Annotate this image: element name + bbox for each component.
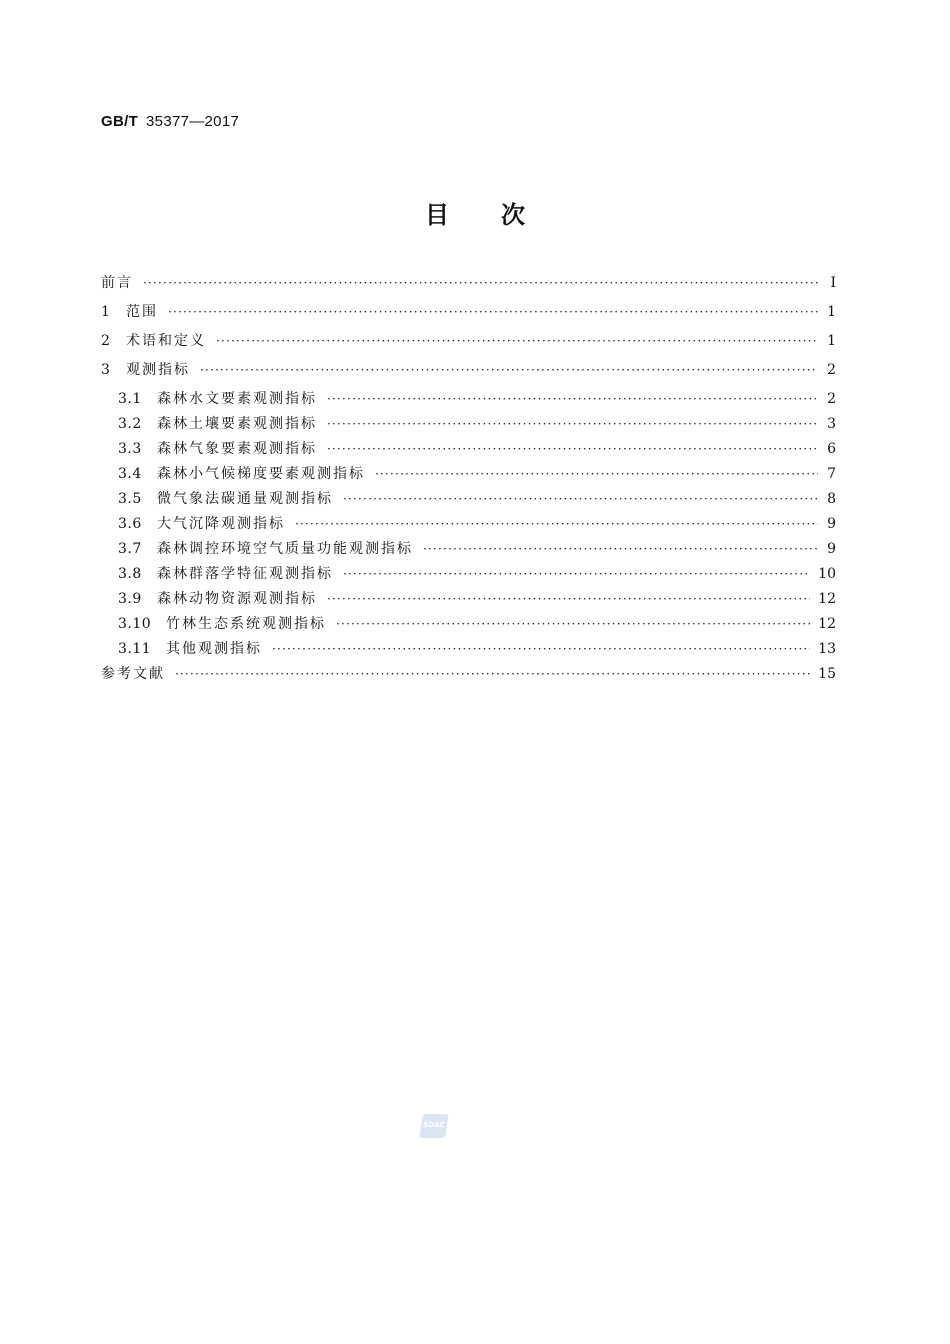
toc-dot-leader [272, 642, 810, 656]
toc-entry-label: 森林调控环境空气质量功能观测指标 [157, 541, 413, 557]
toc-entry-page: 15 [818, 666, 836, 682]
toc-entry[interactable] [101, 438, 836, 463]
toc-entry-number: 3.2 [118, 416, 142, 432]
toc-entry-label: 森林水文要素观测指标 [157, 391, 317, 407]
toc-entry[interactable] [101, 463, 836, 488]
toc-entry-number: 3.1 [118, 391, 142, 407]
toc-entry-number: 3.5 [118, 491, 142, 507]
toc-entry[interactable] [101, 301, 836, 330]
toc-entry[interactable] [101, 513, 836, 538]
toc-entry[interactable] [101, 359, 836, 388]
toc-entry-label: 森林群落学特征观测指标 [157, 566, 333, 582]
toc-entry-page: 8 [827, 491, 836, 507]
toc-entry-label: 参考文献 [101, 666, 165, 682]
toc-dot-leader [327, 417, 818, 431]
toc-dot-leader [175, 667, 810, 681]
toc-entry[interactable] [101, 613, 836, 638]
toc-dot-leader [216, 334, 818, 348]
toc-entry-page: 13 [818, 641, 836, 657]
toc-entry[interactable] [101, 488, 836, 513]
toc-entry-page: 9 [827, 541, 836, 557]
toc-dot-leader [336, 617, 810, 631]
toc-entry-label: 其他观测指标 [166, 641, 262, 657]
toc-entry[interactable] [101, 413, 836, 438]
toc-entry-label: 术语和定义 [126, 333, 206, 349]
toc-entry-page: 7 [827, 466, 836, 482]
sdac-watermark-logo: SDAC [419, 1114, 448, 1138]
toc-dot-leader [327, 592, 810, 606]
toc-entry[interactable] [101, 272, 836, 301]
toc-entry-page: 12 [818, 616, 836, 632]
toc-dot-leader [375, 467, 818, 481]
toc-entry-number: 3.3 [118, 441, 142, 457]
toc-entry-number: 3 [101, 362, 110, 378]
toc-entry[interactable] [101, 538, 836, 563]
toc-entry[interactable] [101, 330, 836, 359]
toc-entry[interactable] [101, 388, 836, 413]
standard-code [101, 113, 239, 130]
toc-entry-number: 3.8 [118, 566, 142, 582]
toc-entry-label: 森林小气候梯度要素观测指标 [157, 466, 365, 482]
toc-entry-label: 微气象法碳通量观测指标 [157, 491, 333, 507]
toc-entry-page: Ⅰ [830, 275, 836, 291]
toc-entry-page: 1 [827, 333, 836, 349]
toc-dot-leader [143, 276, 818, 290]
toc-entry-label: 竹林生态系统观测指标 [166, 616, 326, 632]
toc-entry-page: 12 [818, 591, 836, 607]
toc-entry-number: 3.6 [118, 516, 142, 532]
table-of-contents [101, 272, 836, 692]
toc-entry-label: 森林土壤要素观测指标 [157, 416, 317, 432]
toc-entry-page: 1 [827, 304, 836, 320]
toc-entry-number: 3.10 [118, 616, 152, 632]
toc-entry-label: 大气沉降观测指标 [157, 516, 285, 532]
toc-entry[interactable] [101, 563, 836, 588]
toc-entry-label: 范围 [126, 304, 158, 320]
toc-entry-label: 前言 [101, 275, 133, 291]
standard-number: 35377—2017 [146, 113, 240, 130]
toc-entry-number: 3.9 [118, 591, 142, 607]
toc-entry-number: 2 [101, 333, 110, 349]
standard-prefix: GB/T [101, 113, 139, 130]
toc-entry[interactable] [101, 638, 836, 663]
toc-entry-label: 森林气象要素观测指标 [157, 441, 317, 457]
toc-dot-leader [295, 517, 818, 531]
toc-entry[interactable] [101, 588, 836, 613]
toc-entry-page: 9 [827, 516, 836, 532]
toc-entry-page: 2 [827, 391, 836, 407]
toc-dot-leader [327, 442, 818, 456]
toc-dot-leader [327, 392, 818, 406]
page-title: 目次 [425, 201, 577, 229]
toc-dot-leader [343, 492, 818, 506]
toc-entry-number: 3.7 [118, 541, 142, 557]
toc-entry-number: 3.4 [118, 466, 142, 482]
toc-entry-label: 观测指标 [126, 362, 190, 378]
toc-entry[interactable] [101, 663, 836, 692]
toc-entry-number: 3.11 [118, 641, 152, 657]
toc-entry-page: 2 [827, 362, 836, 378]
toc-dot-leader [343, 567, 810, 581]
toc-entry-page: 10 [818, 566, 836, 582]
toc-entry-label: 森林动物资源观测指标 [157, 591, 317, 607]
toc-entry-number: 1 [101, 304, 110, 320]
toc-entry-page: 3 [827, 416, 836, 432]
toc-dot-leader [168, 305, 818, 319]
toc-entry-page: 6 [827, 441, 836, 457]
toc-dot-leader [200, 363, 818, 377]
toc-dot-leader [423, 542, 818, 556]
